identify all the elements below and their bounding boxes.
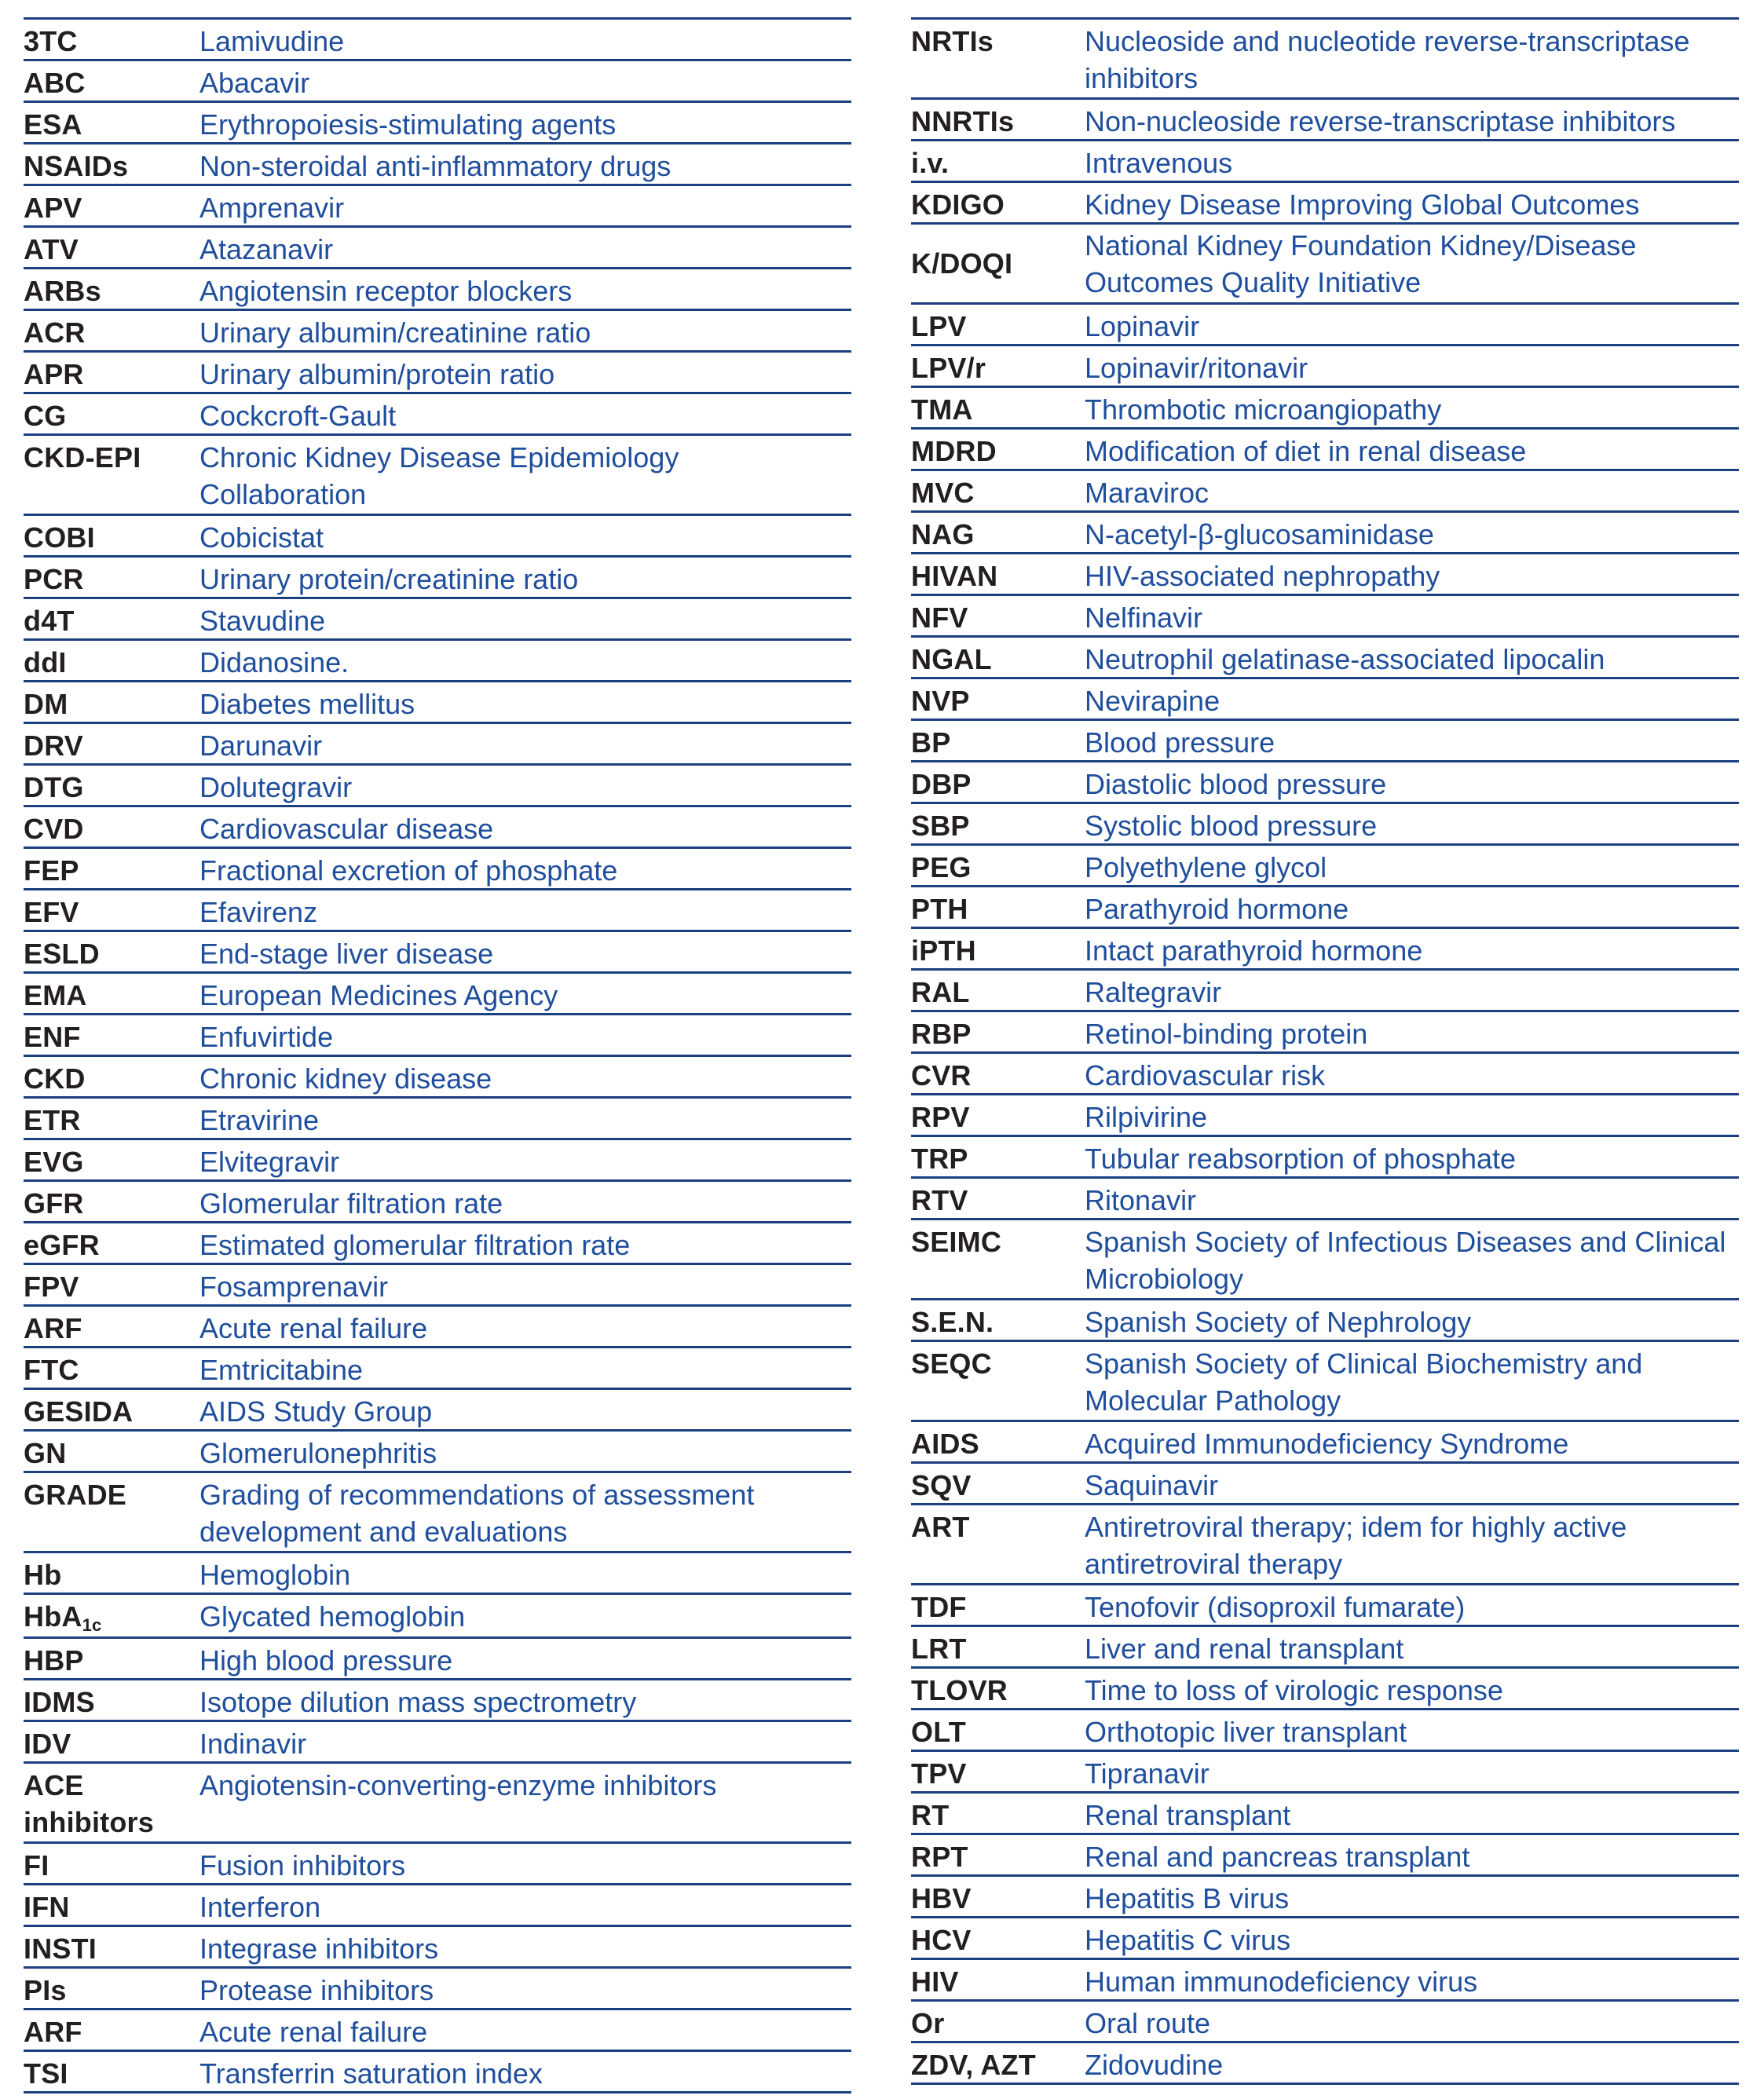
definition: Dolutegravir: [199, 771, 353, 803]
abbreviation: ESA: [24, 108, 82, 141]
table-row: [24, 1595, 851, 1639]
table-row: [24, 20, 851, 61]
definition: Cardiovascular risk: [1085, 1059, 1326, 1092]
abbreviation: ARBs: [24, 275, 101, 307]
definition: Cockcroft-Gault: [199, 400, 397, 432]
table-row: [24, 849, 851, 890]
table-row: [24, 1927, 851, 1969]
abbreviation: EMA: [24, 979, 87, 1011]
table-row: [911, 2043, 1739, 2085]
table-row: [24, 890, 851, 932]
table-row: [24, 1844, 851, 1885]
abbreviation: EFV: [24, 896, 79, 928]
abbreviation: HCV: [911, 1924, 972, 1956]
abbreviation: ENF: [24, 1021, 81, 1053]
abbreviation: ARF: [24, 2016, 82, 2048]
definition: Cardiovascular disease: [199, 813, 494, 845]
abbreviation: Or: [911, 2007, 945, 2039]
table-row: [24, 932, 851, 974]
abbreviation: FTC: [24, 1354, 79, 1386]
definition: National Kidney Foundation Kidney/Disease Outcomes Quality Initiative: [1085, 229, 1637, 298]
table-row: [911, 679, 1739, 721]
abbreviation: CKD: [24, 1062, 86, 1095]
definition: Modification of diet in renal disease: [1085, 435, 1527, 467]
definition: Ritonavir: [1085, 1184, 1197, 1216]
definition: Angiotensin-converting-enzyme inhibitors: [199, 1769, 717, 1801]
definition: Integrase inhibitors: [199, 1933, 439, 1965]
abbreviation: RTV: [911, 1184, 968, 1216]
definition: Intact parathyroid hormone: [1085, 934, 1423, 967]
table-row: [24, 1307, 851, 1348]
abbreviation: RPV: [911, 1101, 970, 1133]
definition: Neutrophil gelatinase-associated lipocalin: [1085, 643, 1605, 675]
table-row: [911, 1464, 1739, 1505]
table-row: [911, 1137, 1739, 1179]
abbreviation: CVD: [24, 813, 84, 845]
abbreviations-column-right: [911, 17, 1739, 2085]
abbreviations-column-left: [24, 17, 851, 2094]
table-row: [911, 1877, 1739, 1918]
definition: Rilpivirine: [1085, 1101, 1208, 1133]
definition: Nelfinavir: [1085, 602, 1203, 634]
abbreviation: d4T: [24, 605, 75, 637]
table-row: [24, 1432, 851, 1473]
definition: Chronic kidney disease: [199, 1062, 492, 1095]
abbreviation: PCR: [24, 563, 84, 595]
abbreviation: INSTI: [24, 1933, 97, 1965]
table-row: [24, 1223, 851, 1265]
abbreviation: IDMS: [24, 1686, 95, 1718]
definition: Lopinavir: [1085, 310, 1200, 342]
definition: Urinary protein/creatinine ratio: [199, 563, 579, 595]
definition: Kidney Disease Improving Global Outcomes: [1085, 188, 1640, 221]
definition: Lopinavir/ritonavir: [1085, 352, 1308, 384]
definition: AIDS Study Group: [199, 1395, 433, 1428]
abbreviation: LRT: [911, 1633, 967, 1665]
table-row: [24, 2010, 851, 2052]
abbreviation: FPV: [24, 1271, 79, 1303]
table-row: [911, 1342, 1739, 1422]
table-row: [911, 225, 1739, 305]
table-row: [24, 1390, 851, 1432]
definition: Antiretroviral therapy; idem for highly active antiretroviral therapy: [1085, 1511, 1627, 1580]
definition: Acute renal failure: [199, 1312, 428, 1344]
definition: Blood pressure: [1085, 726, 1275, 759]
table-row: [911, 471, 1739, 513]
table-row: [24, 1473, 851, 1553]
table-row: [911, 1179, 1739, 1220]
table-row: [24, 311, 851, 353]
table-row: [24, 1680, 851, 1722]
definition: Emtricitabine: [199, 1354, 364, 1386]
definition: Human immunodeficiency virus: [1085, 1966, 1478, 1998]
abbreviation: IDV: [24, 1728, 71, 1760]
abbreviation: K/DOQI: [911, 247, 1013, 280]
abbreviation: HBV: [911, 1882, 972, 1914]
definition: Fosamprenavir: [199, 1271, 389, 1303]
definition: Parathyroid hormone: [1085, 893, 1349, 925]
abbreviation: IFN: [24, 1891, 70, 1923]
abbreviation: OLT: [911, 1716, 966, 1748]
definition: Hemoglobin: [199, 1559, 351, 1591]
definition: Hepatitis B virus: [1085, 1882, 1290, 1914]
abbreviation: NRTIs: [911, 25, 994, 57]
table-row: [24, 2052, 851, 2094]
table-row: [911, 1669, 1739, 1710]
table-row: [911, 141, 1739, 183]
table-row: [24, 1885, 851, 1927]
abbreviation: HIV: [911, 1966, 959, 1998]
definition: Etravirine: [199, 1104, 320, 1136]
definition: Urinary albumin/creatinine ratio: [199, 316, 591, 349]
definition: Glycated hemoglobin: [199, 1600, 466, 1633]
table-row: [911, 1054, 1739, 1095]
table-row: [24, 558, 851, 599]
table-row: [24, 1140, 851, 1182]
abbreviation: CVR: [911, 1059, 972, 1092]
table-row: [24, 599, 851, 641]
abbreviation: CG: [24, 400, 67, 432]
abbreviation-subscript: 1c: [82, 1615, 102, 1635]
table-row: [911, 1300, 1739, 1342]
table-row: [911, 1095, 1739, 1137]
abbreviation: GN: [24, 1437, 67, 1469]
definition: Amprenavir: [199, 192, 345, 224]
table-row: [911, 513, 1739, 554]
definition: Non-nucleoside reverse-transcriptase inhibitors: [1085, 105, 1676, 137]
definition: Erythropoiesis-stimulating agents: [199, 108, 617, 141]
abbreviation: ABC: [24, 67, 86, 99]
abbreviation: i.v.: [911, 147, 950, 179]
abbreviation: TPV: [911, 1757, 967, 1790]
abbreviation: NSAIDs: [24, 150, 129, 182]
abbreviation: HIVAN: [911, 560, 998, 592]
definition: Tipranavir: [1085, 1757, 1210, 1790]
table-row: [911, 929, 1739, 971]
definition: European Medicines Agency: [199, 979, 558, 1011]
abbreviation: [24, 1598, 199, 1644]
table-row: [911, 100, 1739, 141]
table-row: [24, 807, 851, 849]
table-row: [24, 974, 851, 1015]
definition: Maraviroc: [1085, 477, 1210, 509]
table-row: [911, 1505, 1739, 1585]
abbreviation: SEIMC: [911, 1226, 1002, 1258]
definition: Enfuvirtide: [199, 1021, 334, 1053]
abbreviation: ART: [911, 1511, 970, 1543]
definition: Fusion inhibitors: [199, 1849, 406, 1881]
table-row: [24, 1182, 851, 1223]
abbreviation: RPT: [911, 1841, 968, 1873]
abbreviation: TLOVR: [911, 1674, 1008, 1706]
abbreviation: GESIDA: [24, 1395, 134, 1428]
definition: Retinol-binding protein: [1085, 1018, 1368, 1050]
table-row: [24, 353, 851, 394]
definition: Diastolic blood pressure: [1085, 768, 1387, 800]
abbreviation: MDRD: [911, 435, 997, 467]
definition: Grading of recommendations of assessment development and evaluations: [199, 1479, 755, 1548]
definition: Nucleoside and nucleotide reverse-transcriptase inhibitors: [1085, 25, 1690, 94]
definition: Elvitegravir: [199, 1146, 340, 1178]
table-row: [24, 1265, 851, 1307]
abbreviation: RBP: [911, 1018, 972, 1050]
abbreviation: RT: [911, 1799, 950, 1831]
table-row: [24, 1722, 851, 1764]
abbreviation: CKD-EPI: [24, 441, 141, 474]
abbreviation: LPV: [911, 310, 967, 342]
abbreviation: iPTH: [911, 934, 976, 967]
table-row: [911, 971, 1739, 1012]
table-row: [24, 394, 851, 436]
definition: Time to loss of virologic response: [1085, 1674, 1503, 1706]
definition: Acute renal failure: [199, 2016, 428, 2048]
table-row: [24, 516, 851, 558]
table-row: [911, 887, 1739, 929]
table-row: [911, 554, 1739, 596]
table-row: [911, 430, 1739, 471]
abbreviation: KDIGO: [911, 188, 1005, 221]
definition: Spanish Society of Clinical Biochemistry and Molecular Pathology: [1085, 1348, 1643, 1417]
abbreviation: NNRTIs: [911, 105, 1015, 137]
abbreviation: SQV: [911, 1469, 972, 1501]
definition: HIV-associated nephropathy: [1085, 560, 1440, 592]
table-row: [911, 1627, 1739, 1669]
abbreviation: ddI: [24, 646, 67, 678]
abbreviation: DRV: [24, 730, 83, 762]
table-row: [911, 1710, 1739, 1752]
abbreviation: HBP: [24, 1644, 84, 1677]
table-row: [24, 228, 851, 269]
table-row: [911, 1422, 1739, 1464]
abbreviation: TRP: [911, 1143, 968, 1175]
abbreviation: PTH: [911, 893, 968, 925]
abbreviation: ETR: [24, 1104, 81, 1136]
table-row: [24, 641, 851, 682]
table-row: [24, 436, 851, 516]
table-row: [24, 1348, 851, 1390]
table-row: [911, 305, 1739, 346]
table-row: [911, 804, 1739, 846]
table-row: [911, 1918, 1739, 1960]
table-row: [24, 682, 851, 724]
table-row: [24, 766, 851, 807]
table-row: [24, 269, 851, 311]
abbreviation: GFR: [24, 1187, 84, 1220]
abbreviation: NAG: [911, 518, 975, 550]
abbreviation: NGAL: [911, 643, 992, 675]
table-row: [911, 1794, 1739, 1835]
abbreviation: GRADE: [24, 1479, 127, 1511]
table-row: [911, 762, 1739, 804]
abbreviation: ACE inhibitors: [24, 1769, 154, 1838]
definition: Chronic Kidney Disease Epidemiology Collaboration: [199, 441, 679, 510]
definition: Spanish Society of Nephrology: [1085, 1306, 1472, 1338]
table-row: [911, 1012, 1739, 1054]
definition: Non-steroidal anti-inflammatory drugs: [199, 150, 672, 182]
table-row: [24, 1057, 851, 1099]
abbreviation: BP: [911, 726, 951, 759]
definition: Interferon: [199, 1891, 321, 1923]
abbreviation: S.E.N.: [911, 1306, 994, 1338]
table-row: [24, 1015, 851, 1057]
table-row: [911, 1220, 1739, 1300]
definition: Tubular reabsorption of phosphate: [1085, 1143, 1517, 1175]
abbreviation: SEQC: [911, 1348, 992, 1380]
table-row: [911, 1585, 1739, 1627]
definition: Angiotensin receptor blockers: [199, 275, 573, 307]
definition: Glomerular filtration rate: [199, 1187, 503, 1220]
definition: Spanish Society of Infectious Diseases and Clinical Microbiology: [1085, 1226, 1726, 1295]
definition: Systolic blood pressure: [1085, 810, 1378, 842]
table-row: [24, 103, 851, 144]
table-row: [911, 183, 1739, 225]
table-row: [24, 1969, 851, 2010]
table-row: [911, 638, 1739, 679]
definition: Thrombotic microangiopathy: [1085, 393, 1442, 426]
abbreviation: NFV: [911, 602, 968, 634]
definition: Stavudine: [199, 605, 326, 637]
abbreviation: LPV/r: [911, 352, 986, 384]
definition: Efavirenz: [199, 896, 318, 928]
definition: Urinary albumin/protein ratio: [199, 358, 555, 390]
definition: Hepatitis C virus: [1085, 1924, 1291, 1956]
table-row: [911, 596, 1739, 638]
abbreviation: PIs: [24, 1974, 67, 2006]
definition: Liver and renal transplant: [1085, 1633, 1404, 1665]
abbreviation: COBI: [24, 521, 95, 554]
definition: Polyethylene glycol: [1085, 851, 1327, 883]
definition: Didanosine.: [199, 646, 350, 678]
definition: Zidovudine: [1085, 2049, 1224, 2081]
definition: Nevirapine: [1085, 685, 1221, 717]
table-row: [24, 144, 851, 186]
definition: Raltegravir: [1085, 976, 1222, 1008]
abbreviation: DBP: [911, 768, 972, 800]
abbreviation: DM: [24, 688, 68, 720]
table-row: [911, 20, 1739, 100]
table-row: [911, 346, 1739, 388]
table-row: [911, 846, 1739, 887]
abbreviation: eGFR: [24, 1229, 100, 1261]
abbreviation: PEG: [911, 851, 972, 883]
abbreviation: ESLD: [24, 938, 100, 970]
abbreviation: RAL: [911, 976, 970, 1008]
definition: Acquired Immunodeficiency Syndrome: [1085, 1428, 1569, 1460]
table-row: [911, 388, 1739, 430]
table-row: [911, 1960, 1739, 2002]
table-row: [24, 1099, 851, 1140]
definition: Estimated glomerular filtration rate: [199, 1229, 631, 1261]
definition: Protease inhibitors: [199, 1974, 434, 2006]
abbreviation: TMA: [911, 393, 973, 426]
definition: Abacavir: [199, 67, 310, 99]
table-row: [911, 1752, 1739, 1794]
abbreviation: TSI: [24, 2057, 68, 2090]
abbreviation: TDF: [911, 1591, 967, 1623]
abbreviation: FI: [24, 1849, 49, 1881]
abbreviation: NVP: [911, 685, 970, 717]
definition: End-stage liver disease: [199, 938, 494, 970]
definition: Renal and pancreas transplant: [1085, 1841, 1470, 1873]
definition: Diabetes mellitus: [199, 688, 415, 720]
abbreviation: AIDS: [911, 1428, 979, 1460]
definition: Indinavir: [199, 1728, 307, 1760]
definition: Transferrin saturation index: [199, 2057, 543, 2090]
abbreviation: ZDV, AZT: [911, 2049, 1036, 2081]
definition: Glomerulonephritis: [199, 1437, 437, 1469]
definition: Orthotopic liver transplant: [1085, 1716, 1407, 1748]
table-row: [24, 61, 851, 103]
table-row: [24, 1639, 851, 1680]
abbreviation: Hb: [24, 1559, 62, 1591]
definition: Saquinavir: [1085, 1469, 1219, 1501]
definition: High blood pressure: [199, 1644, 453, 1677]
table-row: [24, 1764, 851, 1844]
abbreviation-main: HbA: [24, 1600, 82, 1633]
abbreviation: FEP: [24, 854, 79, 887]
definition: Fractional excretion of phosphate: [199, 854, 618, 887]
definition: Renal transplant: [1085, 1799, 1291, 1831]
definition: Isotope dilution mass spectrometry: [199, 1686, 637, 1718]
definition: Oral route: [1085, 2007, 1211, 2039]
definition: Intravenous: [1085, 147, 1233, 179]
abbreviation: ACR: [24, 316, 86, 349]
abbreviation: EVG: [24, 1146, 84, 1178]
definition: Darunavir: [199, 730, 323, 762]
table-row: [24, 186, 851, 228]
abbreviation: ATV: [24, 233, 79, 265]
table-row: [911, 721, 1739, 762]
table-row: [24, 724, 851, 766]
abbreviation: ARF: [24, 1312, 82, 1344]
abbreviation: 3TC: [24, 25, 78, 57]
definition: Lamivudine: [199, 25, 345, 57]
table-row: [911, 1835, 1739, 1877]
table-row: [911, 2002, 1739, 2043]
definition: Cobicistat: [199, 521, 324, 554]
abbreviation: SBP: [911, 810, 970, 842]
definition: Tenofovir (disoproxil fumarate): [1085, 1591, 1466, 1623]
abbreviation: APV: [24, 192, 82, 224]
abbreviation: DTG: [24, 771, 84, 803]
abbreviation: APR: [24, 358, 84, 390]
definition: Atazanavir: [199, 233, 334, 265]
definition: N-acetyl-β-glucosaminidase: [1085, 518, 1434, 550]
table-row: [24, 1553, 851, 1595]
abbreviation: MVC: [911, 477, 975, 509]
